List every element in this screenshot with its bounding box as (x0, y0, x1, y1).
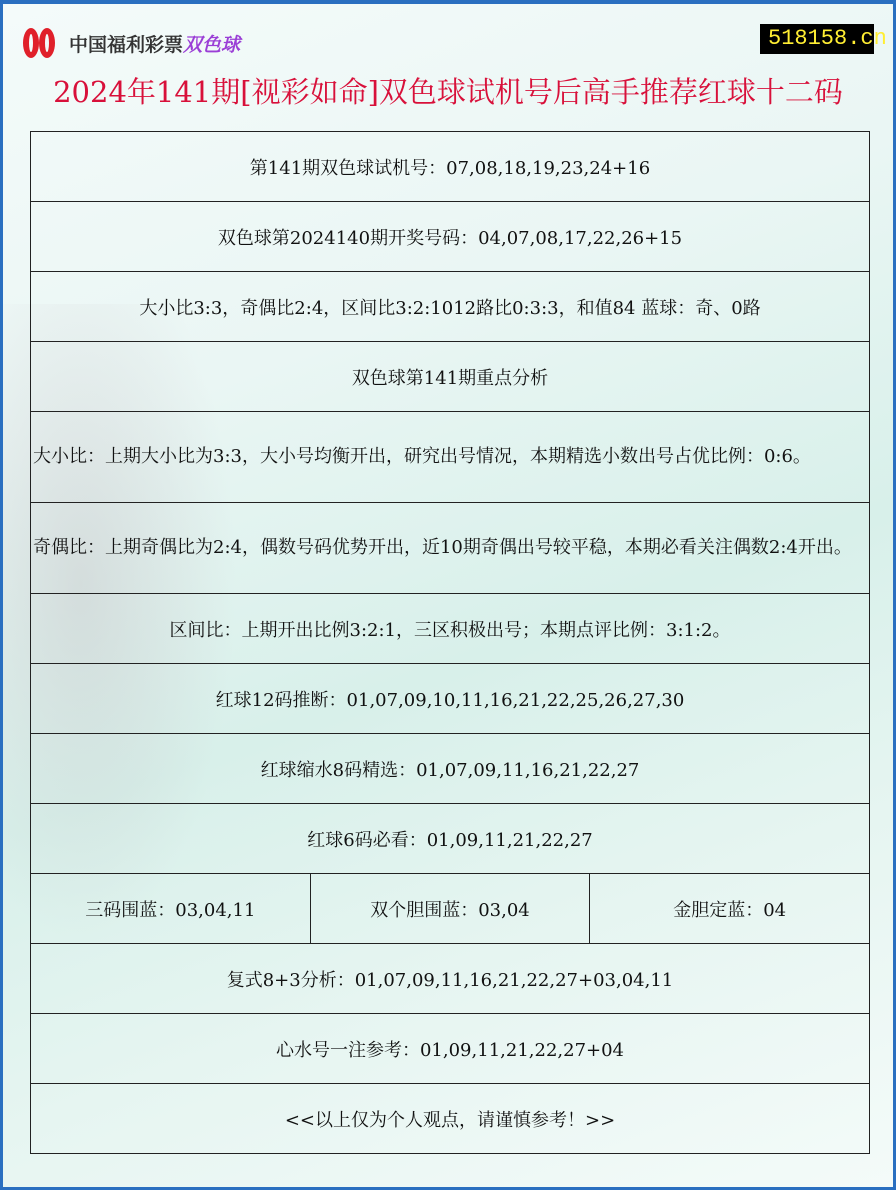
last-draw: 双色球第2024140期开奖号码：04,07,08,17,22,26+15 (31, 202, 870, 272)
zone-ratio-analysis: 区间比：上期开出比例3:2:1，三区积极出号；本期点评比例：3:1:2。 (31, 594, 870, 664)
size-ratio-analysis: 大小比：上期大小比为3:3，大小号均衡开出，研究出号情况，本期精选小数出号占优比例：0:6。 (31, 412, 870, 503)
draw-stats: 大小比3:3，奇偶比2:4，区间比3:2:1012路比0:3:3，和值84 蓝球：奇、0路 (31, 272, 870, 342)
odd-even-analysis: 奇偶比：上期奇偶比为2:4，偶数号码优势开出，近10期奇偶出号较平稳，本期必看关注偶数2:4开出。 (31, 503, 870, 594)
blue-one: 金胆定蓝：04 (590, 874, 870, 944)
single-pick: 心水号一注参考：01,09,11,21,22,27+04 (31, 1014, 870, 1084)
prediction-table (30, 131, 870, 1154)
logo-brand: 双色球 (183, 33, 241, 56)
red-6: 红球6码必看：01,09,11,21,22,27 (31, 804, 870, 874)
site-badge[interactable]: 518158.cn (760, 24, 874, 54)
compound-8-3: 复式8+3分析：01,07,09,11,16,21,22,27+03,04,11 (31, 944, 870, 1014)
logo (21, 26, 240, 60)
red-8: 红球缩水8码精选：01,07,09,11,16,21,22,27 (31, 734, 870, 804)
blue-three: 三码围蓝：03,04,11 (31, 874, 311, 944)
trial-numbers: 第141期双色球试机号：07,08,18,19,23,24+16 (31, 132, 870, 202)
analysis-heading: 双色球第141期重点分析 (31, 342, 870, 412)
disclaimer: <<以上仅为个人观点，请谨慎参考！>> (31, 1084, 870, 1154)
lottery-logo-icon (21, 26, 65, 60)
blue-two: 双个胆围蓝：03,04 (310, 874, 590, 944)
red-12: 红球12码推断：01,07,09,10,11,16,21,22,25,26,27,30 (31, 664, 870, 734)
logo-text: 中国福利彩票 (69, 33, 184, 56)
page-title: 2024年141期[视彩如命]双色球试机号后高手推荐红球十二码 (53, 75, 843, 109)
